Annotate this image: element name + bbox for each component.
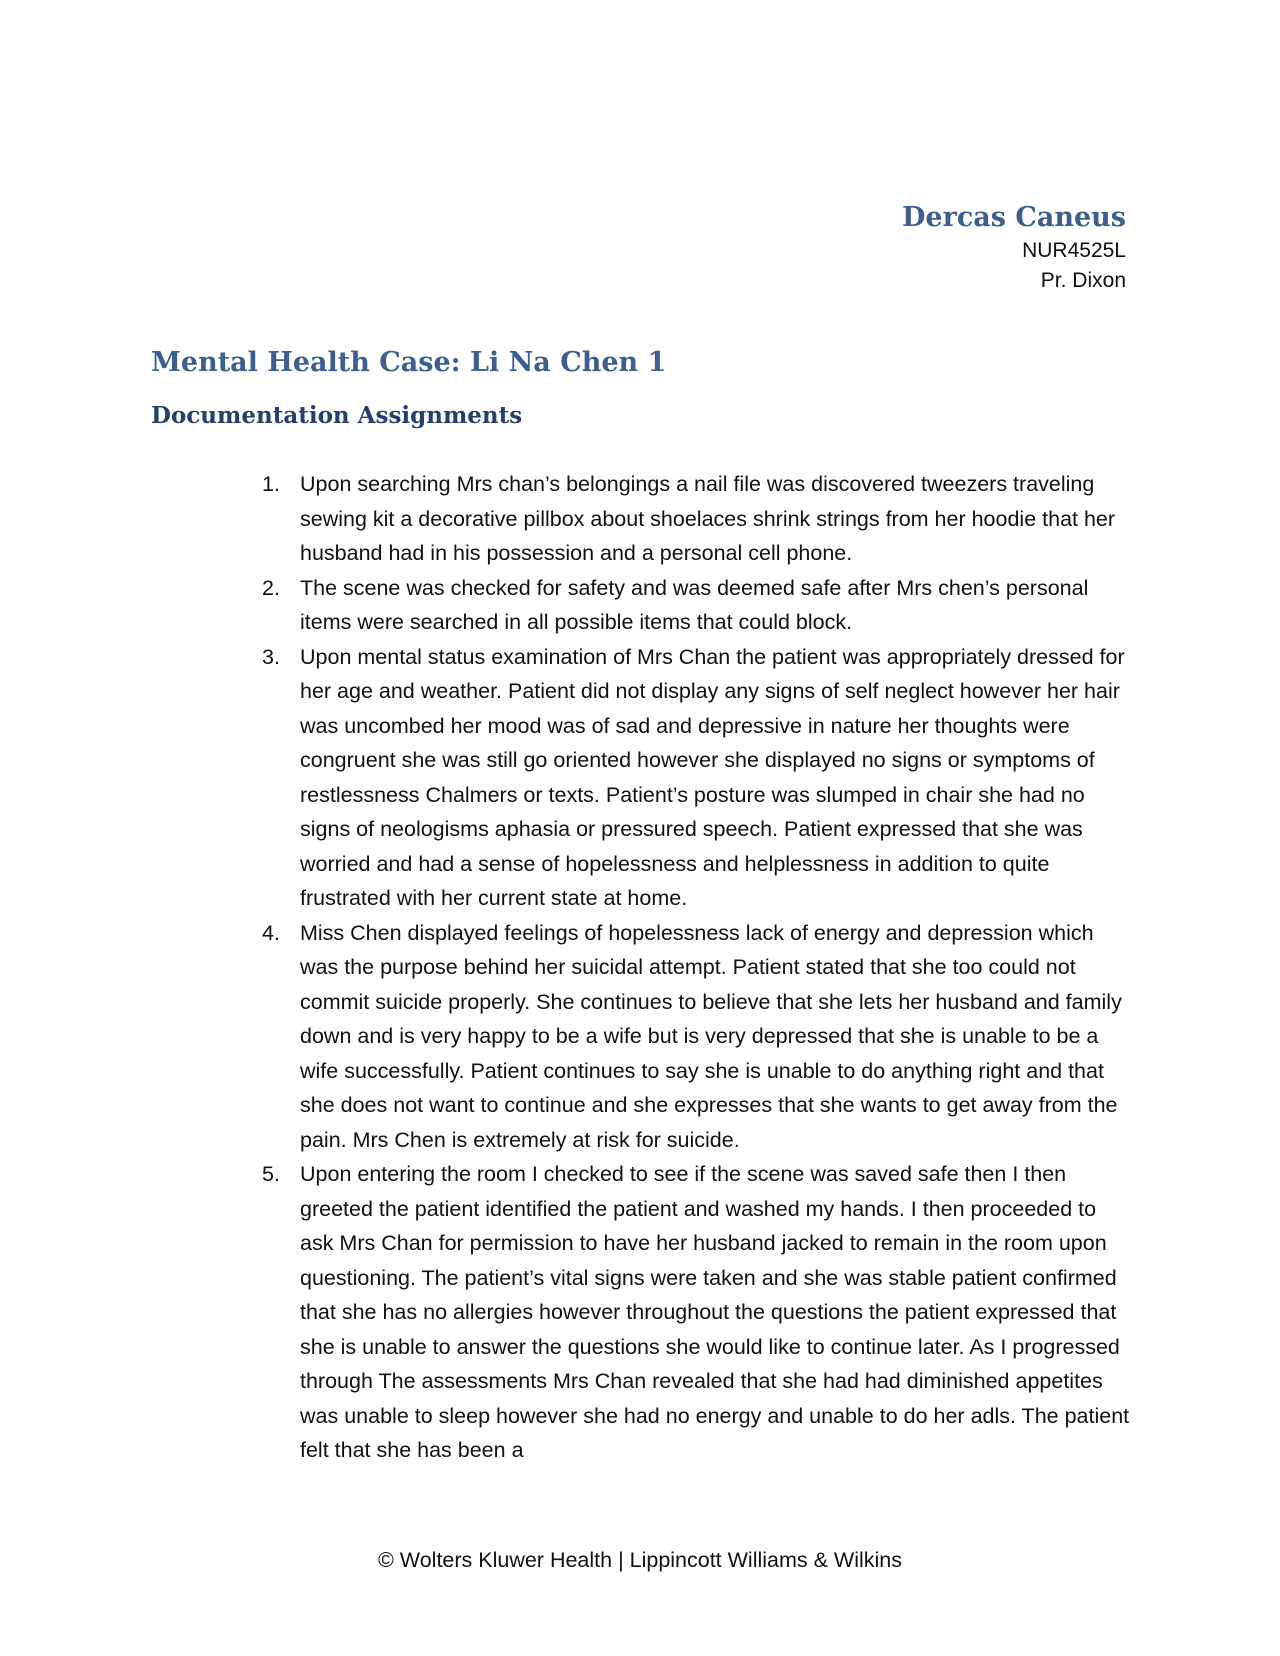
list-item-number: 1. bbox=[262, 472, 280, 496]
list-item bbox=[262, 571, 1132, 640]
list-item-number: 2. bbox=[262, 575, 280, 600]
list-item bbox=[262, 640, 1132, 916]
assignment-list bbox=[262, 467, 1132, 1468]
list-item-text: Upon mental status examination of Mrs Chan the patient was appropriately dressed for her age and weather. Patient did not display any signs of self neglect however her hair was uncombed her mood was of sad and depressive in nature her thoughts were congruent she was still go oriented however she displayed no signs or symptoms of restlessness Chalmers or texts. Patient’s posture was slumped in chair she had no signs of neologisms aphasia or pressured speech. Patient expressed that she was worried and had a sense of hopelessness and helplessness in addition to quite frustrated with her current state at home. bbox=[300, 644, 1125, 910]
instructor-name: Pr. Dixon bbox=[1040, 269, 1126, 292]
document-title: Mental Health Case: Li Na Chen 1 bbox=[151, 347, 667, 378]
copyright-footer: © Wolters Kluwer Health | Lippincott Williams & Wilkins bbox=[377, 1548, 903, 1572]
list-item-number: 5. bbox=[262, 1162, 280, 1186]
section-heading: Documentation Assignments bbox=[151, 402, 523, 429]
list-item bbox=[262, 1157, 1132, 1468]
list-item-text: Upon entering the room I checked to see if the scene was saved safe then I then greeted the patient identified the patient and washed my hands. I then proceeded to ask Mrs Chan for permission to have her husband jacked to remain in the room upon questioning. The patient’s vital signs were taken and she was stable patient confirmed that she has no allergies however throughout the questions the patient expressed that she is unable to answer the questions she would like to continue later. As I progressed through The assessments Mrs Chan revealed that she had had diminished appetites was unable to sleep however she had no energy and unable to do her adls. The patient felt that she has been a bbox=[300, 1162, 1130, 1462]
list-item-number: 4. bbox=[262, 920, 280, 945]
list-item-number: 3. bbox=[262, 644, 280, 669]
list-item-text: Miss Chen displayed feelings of hopelessness lack of energy and depression which was the purpose behind her suicidal attempt. Patient stated that she too could not commit suicide properly. She continues to believe that she lets her husband and family down and is very happy to be a wife but is very depressed that she is unable to be a wife successfully. Patient continues to say she is unable to do anything right and that she does not want to continue and she expresses that she wants to get away from the pain. Mrs Chen is extremely at risk for suicide. bbox=[300, 920, 1122, 1152]
list-item bbox=[262, 467, 1132, 571]
list-item bbox=[262, 916, 1132, 1158]
author-name: Dercas Caneus bbox=[902, 202, 1126, 233]
list-item-text: Upon searching Mrs chan’s belongings a nail file was discovered tweezers traveling sewing kit a decorative pillbox about shoelaces shrink strings from her hoodie that her husband had in his possession and a personal cell phone. bbox=[300, 472, 1116, 565]
course-code: NUR4525L bbox=[1022, 239, 1126, 262]
list-item-text: The scene was checked for safety and was deemed safe after Mrs chen’s personal items were searched in all possible items that could block. bbox=[300, 575, 1089, 634]
author-header bbox=[902, 200, 1126, 296]
